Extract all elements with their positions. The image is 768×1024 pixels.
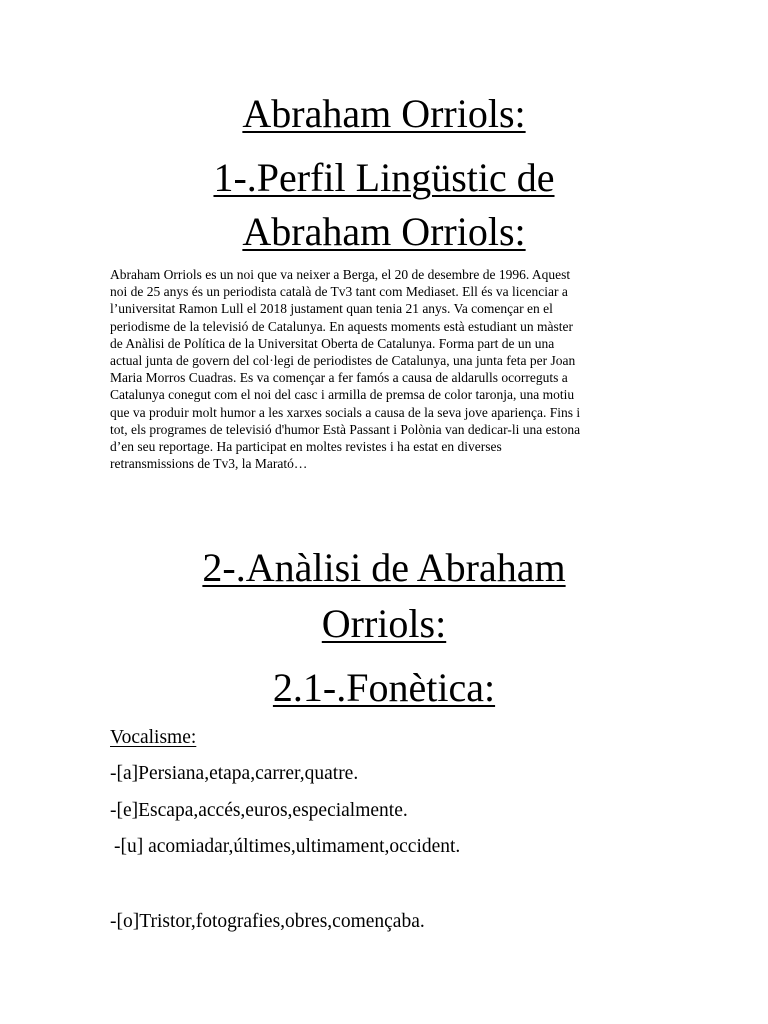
paragraph-line: tot, els programes de televisió d'humor Està Passant i Polònia van dedicar-li una estona <box>110 421 581 437</box>
vocalisme-label: Vocalisme: <box>110 727 197 748</box>
vowel-example-line: -[u] acomiadar,últimes,ultimament,occident. <box>114 836 461 857</box>
paragraph-line: periodisme de la televisió de Catalunya. En aquests moments està estudiant un màster <box>110 318 574 334</box>
section1-heading-line1 <box>0 150 768 206</box>
paragraph-line: de Anàlisi de Política de la Universitat Oberta de Catalunya. Forma part de un una <box>110 335 555 351</box>
document-title-text: Abraham Orriols: <box>242 91 526 136</box>
vowel-example-line: -[a]Persiana,etapa,carrer,quatre. <box>110 763 359 784</box>
vowel-example-line: -[o]Tristor,fotografies,obres,començaba. <box>110 911 425 932</box>
section1-heading-line2-text: Abraham Orriols: <box>242 209 526 254</box>
section2-heading-line1 <box>0 540 768 596</box>
paragraph-line: que va produir molt humor a les xarxes socials a causa de la seva jove aparіença. Fins i <box>110 404 581 420</box>
vowel-example-line: -[e]Escapa,accés,euros,especialmente. <box>110 800 408 821</box>
paragraph-line: d’en seu reportage. Ha participat en moltes revistes i ha estat en diverses <box>110 439 502 455</box>
subsection-heading <box>0 660 768 716</box>
section2-heading-line2 <box>0 596 768 652</box>
section1-heading-line1-text: 1-.Perfil Lingüstic de <box>213 155 555 200</box>
document-title <box>0 86 768 142</box>
paragraph-line: noi de 25 anys és un periodista català de Tv3 tant com Mediaset. Ell és va licenciar a <box>110 284 568 300</box>
paragraph-line: Abraham Orriols es un noi que va neixer a Berga, el 20 de desembre de 1996. Aquest <box>110 267 571 282</box>
section1-paragraph <box>110 266 658 472</box>
section1-heading-line2 <box>0 204 768 260</box>
paragraph-line: retransmissions de Tv3, la Marató… <box>110 456 308 472</box>
section2-heading-line2-text: Orriols: <box>321 601 447 646</box>
section2-heading-line1-text: 2-.Anàlisi de Abraham <box>202 545 566 590</box>
subsection-heading-text: 2.1-.Fonètica: <box>272 665 496 710</box>
paragraph-line: Catalunya conegut com el noi del casc i armilla de premsa de color taronja, una motiu <box>110 387 575 403</box>
paragraph-line: l’universitat Ramon Lull el 2018 justament quan tenia 21 anys. Va començar en el <box>110 301 553 317</box>
paragraph-line: actual junta de govern del col·legi de periodistes de Catalunya, una junta feta per Joan <box>110 353 576 369</box>
paragraph-line: Maria Morros Cuadras. Es va començar a fer famós a causa de aldarulls ocorreguts a <box>110 370 568 386</box>
